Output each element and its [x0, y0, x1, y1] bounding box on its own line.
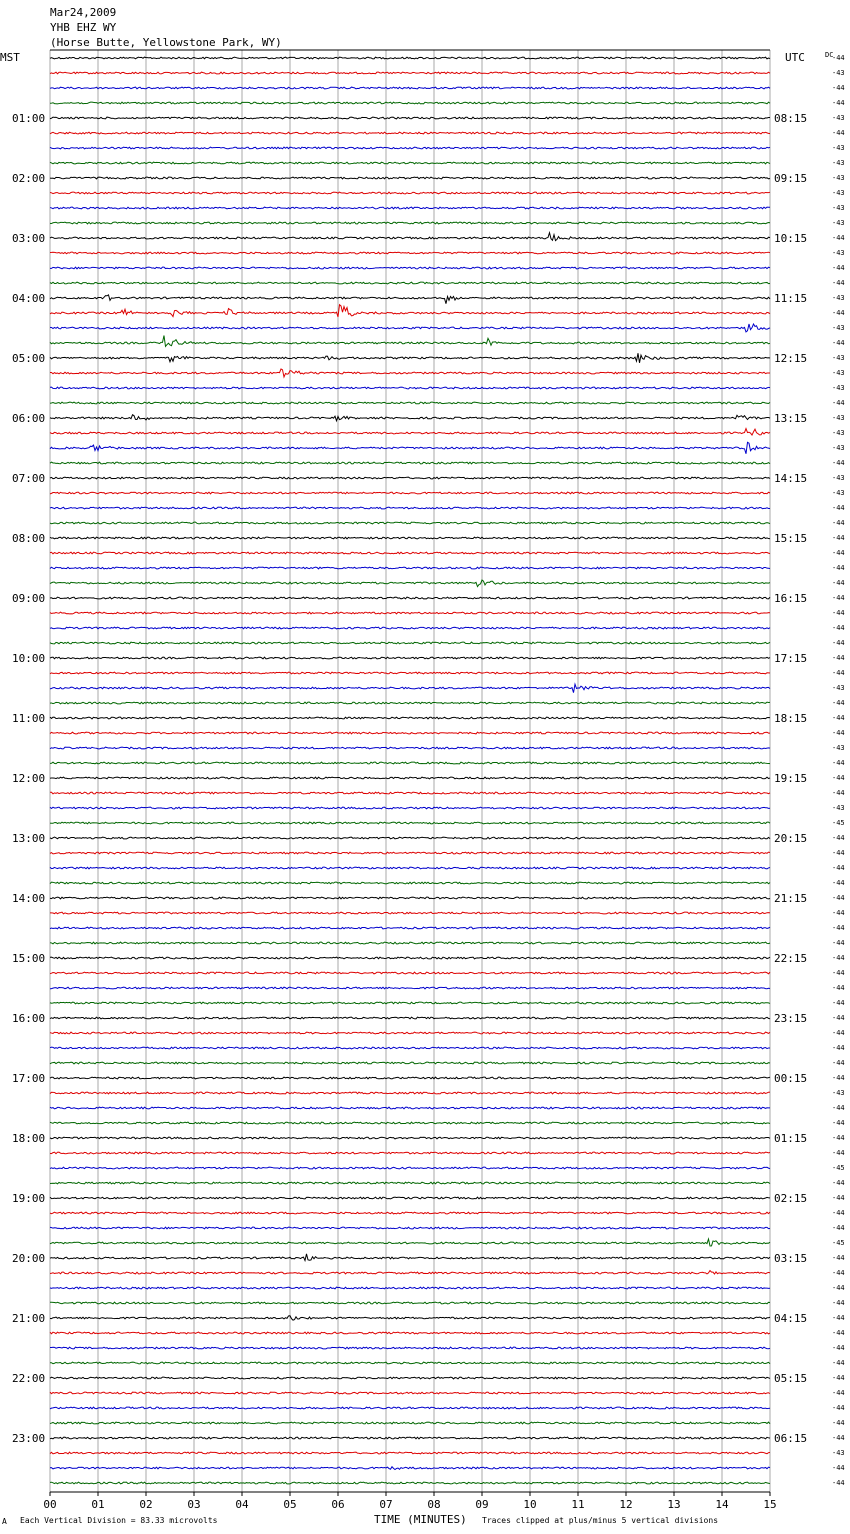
- dc-offset-label: -44: [832, 669, 845, 677]
- dc-offset-label: -44: [832, 1074, 845, 1082]
- dc-offset-label: -43: [832, 114, 845, 122]
- trace-row: [50, 1017, 770, 1019]
- x-tick-label: 05: [283, 1498, 297, 1511]
- trace-row: [50, 1167, 770, 1169]
- right-time-label: 17:15: [774, 652, 808, 665]
- dc-offset-label: -43: [832, 219, 845, 227]
- dc-offset-label: -44: [832, 1104, 845, 1112]
- dc-offset-label: -44: [832, 399, 845, 407]
- trace-row: [50, 822, 770, 824]
- trace-row: [50, 57, 770, 59]
- trace-row: [50, 1271, 770, 1275]
- dc-offset-label: -44: [832, 1404, 845, 1412]
- left-time-label: 21:00: [12, 1312, 46, 1325]
- trace-row: [50, 252, 770, 254]
- seismic-traces: [50, 57, 770, 1484]
- dc-offset-label: -44: [832, 1329, 845, 1337]
- dc-offset-label: -44: [832, 1419, 845, 1427]
- trace-row: [50, 1122, 770, 1124]
- dc-offset-label: -44: [832, 969, 845, 977]
- trace-row: [50, 1287, 770, 1289]
- right-time-label: 03:15: [774, 1252, 808, 1265]
- left-time-label: 01:00: [12, 112, 46, 125]
- trace-row: [50, 222, 770, 224]
- trace-row: [50, 117, 770, 119]
- right-time-label: 10:15: [774, 232, 808, 245]
- dc-offset-label: -44: [832, 999, 845, 1007]
- dc-offset-label: -44: [832, 1059, 845, 1067]
- trace-row: [50, 282, 770, 284]
- left-time-label: 18:00: [12, 1132, 46, 1145]
- dc-offset-label: -45: [832, 1164, 845, 1172]
- trace-row: [50, 1239, 770, 1246]
- trace-row: [50, 1377, 770, 1379]
- dc-offset-label: -43: [832, 414, 845, 422]
- dc-offset-label: -43: [832, 744, 845, 752]
- corner-mark: A: [2, 1517, 7, 1526]
- trace-row: [50, 1316, 770, 1320]
- left-time-label: 09:00: [12, 592, 46, 605]
- trace-row: [50, 732, 770, 734]
- dc-offset-label: -43: [832, 1089, 845, 1097]
- right-time-label: 06:15: [774, 1432, 808, 1445]
- x-axis-ticks: [43, 1492, 776, 1511]
- dc-offset-label: -44: [832, 849, 845, 857]
- trace-row: [50, 807, 770, 809]
- dc-offset-label: -43: [832, 474, 845, 482]
- trace-row: [50, 369, 770, 377]
- x-tick-label: 10: [523, 1498, 537, 1511]
- dc-offset-label: -44: [832, 1374, 845, 1382]
- left-time-label: 08:00: [12, 532, 46, 545]
- x-tick-label: 07: [379, 1498, 393, 1511]
- trace-row: [50, 567, 770, 569]
- trace-row: [50, 1197, 770, 1199]
- trace-row: [50, 462, 770, 464]
- trace-row: [50, 132, 770, 134]
- dc-offset-label: -43: [832, 444, 845, 452]
- dc-offset-label: -44: [832, 1044, 845, 1052]
- dc-offset-label: -43: [832, 369, 845, 377]
- dc-offset-label: -44: [832, 579, 845, 587]
- dc-offset-label: -44: [832, 1464, 845, 1472]
- dc-offset-label: -44: [832, 1389, 845, 1397]
- dc-offset-label: -43: [832, 144, 845, 152]
- right-axis-title: UTC: [785, 51, 805, 64]
- trace-row: [50, 522, 770, 524]
- x-axis-label: TIME (MINUTES): [374, 1513, 467, 1526]
- dc-title: DC: [825, 51, 834, 59]
- dc-offset-label: -44: [832, 519, 845, 527]
- trace-row: [50, 852, 770, 854]
- dc-offset-label: -44: [832, 729, 845, 737]
- dc-offset-label: -43: [832, 1449, 845, 1457]
- dc-offset-label: -44: [832, 1284, 845, 1292]
- right-time-label: 00:15: [774, 1072, 808, 1085]
- trace-row: [50, 1002, 770, 1004]
- right-time-label: 12:15: [774, 352, 808, 365]
- right-time-label: 14:15: [774, 472, 808, 485]
- dc-offset-label: -44: [832, 1359, 845, 1367]
- trace-row: [50, 1467, 770, 1470]
- right-time-label: 22:15: [774, 952, 808, 965]
- trace-row: [50, 552, 770, 554]
- dc-offset-label: -44: [832, 624, 845, 632]
- dc-offset-label: -43: [832, 159, 845, 167]
- right-time-label: 08:15: [774, 112, 808, 125]
- trace-row: [50, 207, 770, 209]
- dc-offset-label: -44: [832, 894, 845, 902]
- trace-row: [50, 1482, 770, 1484]
- right-time-label: 16:15: [774, 592, 808, 605]
- trace-row: [50, 177, 770, 179]
- trace-row: [50, 972, 770, 974]
- dc-offset-label: -44: [832, 789, 845, 797]
- trace-row: [50, 1092, 770, 1094]
- right-time-label: 19:15: [774, 772, 808, 785]
- trace-row: [50, 1254, 770, 1261]
- trace-row: [50, 537, 770, 539]
- clip-note: Traces clipped at plus/minus 5 vertical divisions: [482, 1516, 719, 1525]
- dc-offset-label: -44: [832, 909, 845, 917]
- left-time-label: 20:00: [12, 1252, 46, 1265]
- right-time-label: 21:15: [774, 892, 808, 905]
- trace-row: [50, 987, 770, 989]
- trace-row: [50, 1347, 770, 1349]
- trace-row: [50, 717, 770, 719]
- dc-offset-label: -43: [832, 189, 845, 197]
- trace-row: [50, 580, 770, 587]
- trace-row: [50, 927, 770, 929]
- dc-offset-label: -43: [832, 684, 845, 692]
- trace-row: [50, 429, 770, 436]
- trace-row: [50, 305, 770, 317]
- trace-row: [50, 1062, 770, 1064]
- trace-row: [50, 1182, 770, 1184]
- dc-offset-label: -44: [832, 954, 845, 962]
- x-tick-label: 01: [91, 1498, 105, 1511]
- x-tick-label: 06: [331, 1498, 345, 1511]
- trace-row: [50, 1032, 770, 1034]
- left-time-label: 13:00: [12, 832, 46, 845]
- dc-offset-label: -44: [832, 534, 845, 542]
- dc-offset-label: -43: [832, 204, 845, 212]
- trace-row: [50, 1392, 770, 1394]
- trace-row: [50, 1362, 770, 1364]
- dc-offset-label: -44: [832, 714, 845, 722]
- trace-row: [50, 1212, 770, 1214]
- dc-offset-label: -44: [832, 99, 845, 107]
- dc-offset-label: -43: [832, 174, 845, 182]
- dc-offset-label: -44: [832, 924, 845, 932]
- dc-offset-label: -44: [832, 939, 845, 947]
- trace-row: [50, 777, 770, 779]
- trace-row: [50, 1437, 770, 1439]
- left-time-label: 19:00: [12, 1192, 46, 1205]
- right-time-labels: [774, 112, 807, 1445]
- trace-row: [50, 1152, 770, 1154]
- dc-offset-label: -44: [832, 129, 845, 137]
- dc-offset-label: -44: [832, 1209, 845, 1217]
- right-time-label: 02:15: [774, 1192, 808, 1205]
- dc-offset-label: -44: [832, 459, 845, 467]
- left-time-label: 17:00: [12, 1072, 46, 1085]
- dc-offset-label: -44: [832, 1149, 845, 1157]
- right-time-label: 15:15: [774, 532, 808, 545]
- trace-row: [50, 1422, 770, 1424]
- trace-row: [50, 882, 770, 884]
- trace-row: [50, 597, 770, 599]
- x-tick-label: 03: [187, 1498, 201, 1511]
- left-time-label: 23:00: [12, 1432, 46, 1445]
- trace-row: [50, 324, 770, 332]
- left-time-label: 14:00: [12, 892, 46, 905]
- left-time-labels: [12, 112, 45, 1445]
- dc-offset-label: -44: [832, 1254, 845, 1262]
- left-time-label: 02:00: [12, 172, 46, 185]
- dc-offset-label: -44: [832, 879, 845, 887]
- scale-note: Each Vertical Division = 83.33 microvolts: [20, 1516, 218, 1525]
- trace-row: [50, 684, 770, 692]
- dc-offset-label: -44: [832, 774, 845, 782]
- trace-row: [50, 192, 770, 194]
- dc-offset-label: -44: [832, 234, 845, 242]
- right-time-label: 20:15: [774, 832, 808, 845]
- dc-offset-label: -44: [832, 1119, 845, 1127]
- dc-offset-label: -44: [832, 54, 845, 62]
- x-tick-label: 00: [43, 1498, 57, 1511]
- trace-row: [50, 657, 770, 659]
- x-tick-label: 08: [427, 1498, 441, 1511]
- vertical-grid: [50, 50, 770, 1492]
- x-tick-label: 12: [619, 1498, 633, 1511]
- trace-row: [50, 442, 770, 453]
- left-time-label: 10:00: [12, 652, 46, 665]
- dc-offset-label: -44: [832, 609, 845, 617]
- left-time-label: 16:00: [12, 1012, 46, 1025]
- trace-row: [50, 336, 770, 347]
- dc-offset-label: -44: [832, 504, 845, 512]
- x-tick-label: 15: [763, 1498, 777, 1511]
- dc-offset-label: -44: [832, 594, 845, 602]
- dc-offset-label: -43: [832, 294, 845, 302]
- dc-offset-label: -44: [832, 699, 845, 707]
- dc-offset-label: -43: [832, 69, 845, 77]
- left-time-label: 06:00: [12, 412, 46, 425]
- left-time-label: 05:00: [12, 352, 46, 365]
- left-time-label: 03:00: [12, 232, 46, 245]
- trace-row: [50, 72, 770, 74]
- left-axis-title: MST: [0, 51, 20, 64]
- trace-row: [50, 762, 770, 764]
- trace-row: [50, 415, 770, 421]
- trace-row: [50, 233, 770, 241]
- trace-row: [50, 402, 770, 404]
- dc-offset-labels: [832, 54, 845, 1487]
- trace-row: [50, 1047, 770, 1049]
- dc-offset-label: -44: [832, 1014, 845, 1022]
- trace-row: [50, 957, 770, 959]
- x-tick-label: 02: [139, 1498, 153, 1511]
- dc-offset-label: -44: [832, 1224, 845, 1232]
- dc-offset-label: -44: [832, 1344, 845, 1352]
- right-time-label: 11:15: [774, 292, 808, 305]
- trace-row: [50, 627, 770, 629]
- x-tick-label: 09: [475, 1498, 489, 1511]
- right-time-label: 18:15: [774, 712, 808, 725]
- trace-row: [50, 295, 770, 304]
- trace-row: [50, 1107, 770, 1109]
- dc-offset-label: -45: [832, 819, 845, 827]
- dc-offset-label: -44: [832, 1029, 845, 1037]
- dc-offset-label: -44: [832, 639, 845, 647]
- trace-row: [50, 792, 770, 794]
- dc-offset-label: -44: [832, 1269, 845, 1277]
- header-date: Mar24,2009: [50, 6, 117, 19]
- dc-offset-label: -44: [832, 279, 845, 287]
- trace-row: [50, 672, 770, 674]
- dc-offset-label: -44: [832, 654, 845, 662]
- dc-offset-label: -44: [832, 564, 845, 572]
- trace-row: [50, 353, 770, 363]
- dc-offset-label: -43: [832, 384, 845, 392]
- trace-row: [50, 942, 770, 944]
- trace-row: [50, 477, 770, 479]
- dc-offset-label: -43: [832, 489, 845, 497]
- trace-row: [50, 747, 770, 749]
- dc-offset-label: -44: [832, 759, 845, 767]
- dc-offset-label: -44: [832, 1479, 845, 1487]
- trace-row: [50, 897, 770, 899]
- right-time-label: 05:15: [774, 1372, 808, 1385]
- x-tick-label: 13: [667, 1498, 681, 1511]
- dc-offset-label: -44: [832, 984, 845, 992]
- dc-offset-label: -43: [832, 804, 845, 812]
- dc-offset-label: -44: [832, 1299, 845, 1307]
- trace-row: [50, 87, 770, 89]
- dc-offset-label: -44: [832, 1314, 845, 1322]
- dc-offset-label: -44: [832, 1194, 845, 1202]
- dc-offset-label: -43: [832, 354, 845, 362]
- right-time-label: 01:15: [774, 1132, 808, 1145]
- left-time-label: 22:00: [12, 1372, 46, 1385]
- trace-row: [50, 102, 770, 104]
- left-time-label: 15:00: [12, 952, 46, 965]
- trace-row: [50, 387, 770, 389]
- trace-row: [50, 867, 770, 869]
- right-time-label: 04:15: [774, 1312, 808, 1325]
- trace-row: [50, 1137, 770, 1139]
- right-time-label: 09:15: [774, 172, 808, 185]
- trace-row: [50, 1227, 770, 1229]
- dc-offset-label: -43: [832, 249, 845, 257]
- trace-row: [50, 1332, 770, 1334]
- trace-row: [50, 912, 770, 914]
- x-tick-label: 11: [571, 1498, 585, 1511]
- trace-row: [50, 1452, 770, 1454]
- x-tick-label: 04: [235, 1498, 249, 1511]
- dc-offset-label: -44: [832, 1434, 845, 1442]
- trace-row: [50, 267, 770, 269]
- dc-offset-label: -45: [832, 1239, 845, 1247]
- right-time-label: 23:15: [774, 1012, 808, 1025]
- dc-offset-label: -43: [832, 429, 845, 437]
- x-tick-label: 14: [715, 1498, 729, 1511]
- dc-offset-label: -44: [832, 1134, 845, 1142]
- dc-offset-label: -43: [832, 324, 845, 332]
- dc-offset-label: -44: [832, 309, 845, 317]
- trace-row: [50, 507, 770, 509]
- trace-row: [50, 1302, 770, 1304]
- trace-row: [50, 702, 770, 704]
- header-location: (Horse Butte, Yellowstone Park, WY): [50, 36, 282, 49]
- trace-row: [50, 492, 770, 494]
- dc-offset-label: -44: [832, 864, 845, 872]
- dc-offset-label: -44: [832, 339, 845, 347]
- left-time-label: 11:00: [12, 712, 46, 725]
- header-station: YHB EHZ WY: [50, 21, 117, 34]
- right-time-label: 13:15: [774, 412, 808, 425]
- left-time-label: 07:00: [12, 472, 46, 485]
- left-time-label: 12:00: [12, 772, 46, 785]
- trace-row: [50, 642, 770, 644]
- trace-row: [50, 1077, 770, 1079]
- dc-offset-label: -44: [832, 549, 845, 557]
- trace-row: [50, 147, 770, 149]
- trace-row: [50, 612, 770, 614]
- trace-row: [50, 1407, 770, 1409]
- dc-offset-label: -44: [832, 834, 845, 842]
- trace-row: [50, 837, 770, 839]
- dc-offset-label: -44: [832, 84, 845, 92]
- dc-offset-label: -44: [832, 264, 845, 272]
- left-time-label: 04:00: [12, 292, 46, 305]
- trace-row: [50, 162, 770, 164]
- dc-offset-label: -44: [832, 1179, 845, 1187]
